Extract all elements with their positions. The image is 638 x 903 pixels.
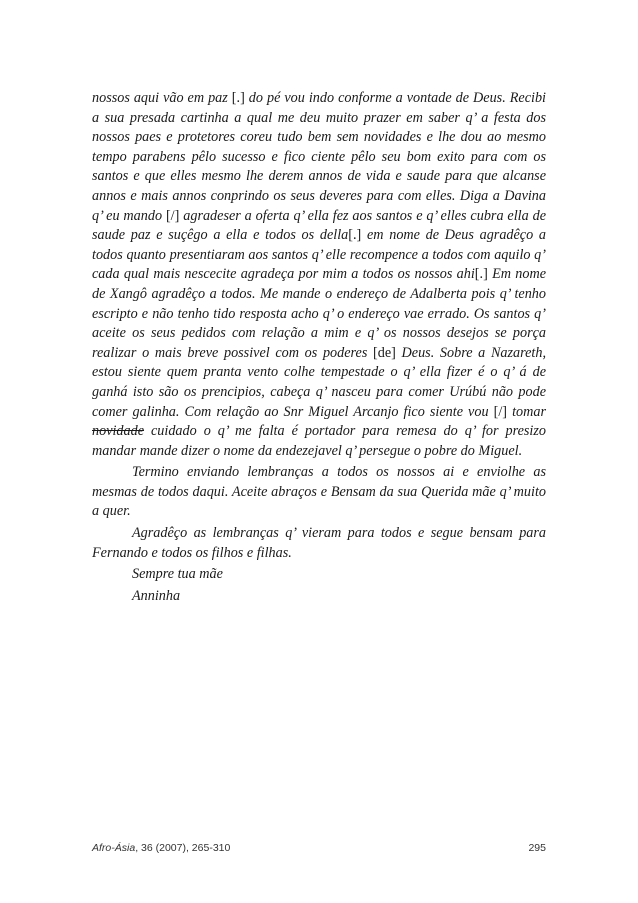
editorial-mark: [/]: [165, 207, 180, 224]
closing-line: Sempre tua mãe: [132, 566, 223, 583]
page-number: 295: [528, 842, 546, 854]
struck-word: novidade: [92, 423, 145, 440]
text-segment: do pé vou indo conforme a vontade de Deus. Recibi a sua presada cartinha a qual me deu muito prazer em saber q’ a festa dos nossos paes e protetores coreu tudo bem sem novidades e lhe dou ao mesmo tempo parabens pêlo sucesso e fico ciente pêlo seu bom exito para com os santos e que elles mesmo lhe derem annos de vida e saude para que alcanse annos e mais annos conprindo os seus deveres para com elles. Diga a Davina q’ eu mando: [92, 90, 546, 224]
journal-name: Afro-Ásia: [92, 842, 136, 854]
editorial-mark: [/]: [493, 403, 508, 420]
letter-text: [92, 89, 546, 606]
editorial-mark: [de]: [373, 344, 396, 361]
editorial-mark: [.]: [474, 266, 488, 283]
signature: Anninha: [132, 587, 181, 604]
text-segment: em nome de Deus agradêço a todos quanto presentiaram aos santos q’ elle recompence a todos com aquilo q’ cada qual mais nescecite agradeça por mim a todos os nossos ahi: [92, 227, 547, 283]
editorial-mark: [.]: [348, 227, 362, 244]
footer-citation: [92, 842, 230, 854]
text-segment: cuidado o q’ me falta é portador para remesa do q’ for presizo mandar mande dizer o nome da endezejavel q’ persegue o pobre do Miguel.: [92, 423, 546, 459]
paragraph-2: Termino enviando lembranças a todos os nossos ai e enviolhe as mesmas de todos daqui. Aceite abraços e Bensam da sua Querida mãe q’ muito a quer.: [92, 464, 546, 520]
text-segment: tomar: [507, 403, 546, 420]
text-segment: Deus. Sobre a Nazareth, estou siente quem pranta vento colhe tempestade o q’ ella fizer é o q’ á de ganhá isto são os prencipios, cabeça q’ nasceu para comer Urúbú não pode comer galinha. Com relação ao Snr Miguel Arcanjo fico siente vou: [92, 344, 546, 420]
text-segment: nossos aqui vão em paz: [92, 90, 232, 106]
text-segment: agradeser a oferta q’ ella fez aos santos e q’ elles cubra ella de saude paz e suçêgo a ella e todos os della: [92, 207, 546, 244]
editorial-mark: [.]: [231, 90, 245, 106]
paragraph-3: Agradêço as lembranças q’ vieram para todos e segue bensam para Fernando e todos os filhos e filhas.: [92, 525, 546, 561]
text-segment: Em nome de Xangô agradêço a todos. Me mande o endereço de Adalberta pois q’ tenho escripto e não tenho tido resposta acho q’ o endereço vae errado. Os santos q’ aceite os seus pedidos com relação a mim e q’ os nossos desejos se porça realizar o mais breve possivel com os poderes: [92, 266, 546, 361]
citation-details: , 36 (2007), 265-310: [135, 842, 231, 854]
paragraph-1: [92, 89, 546, 461]
